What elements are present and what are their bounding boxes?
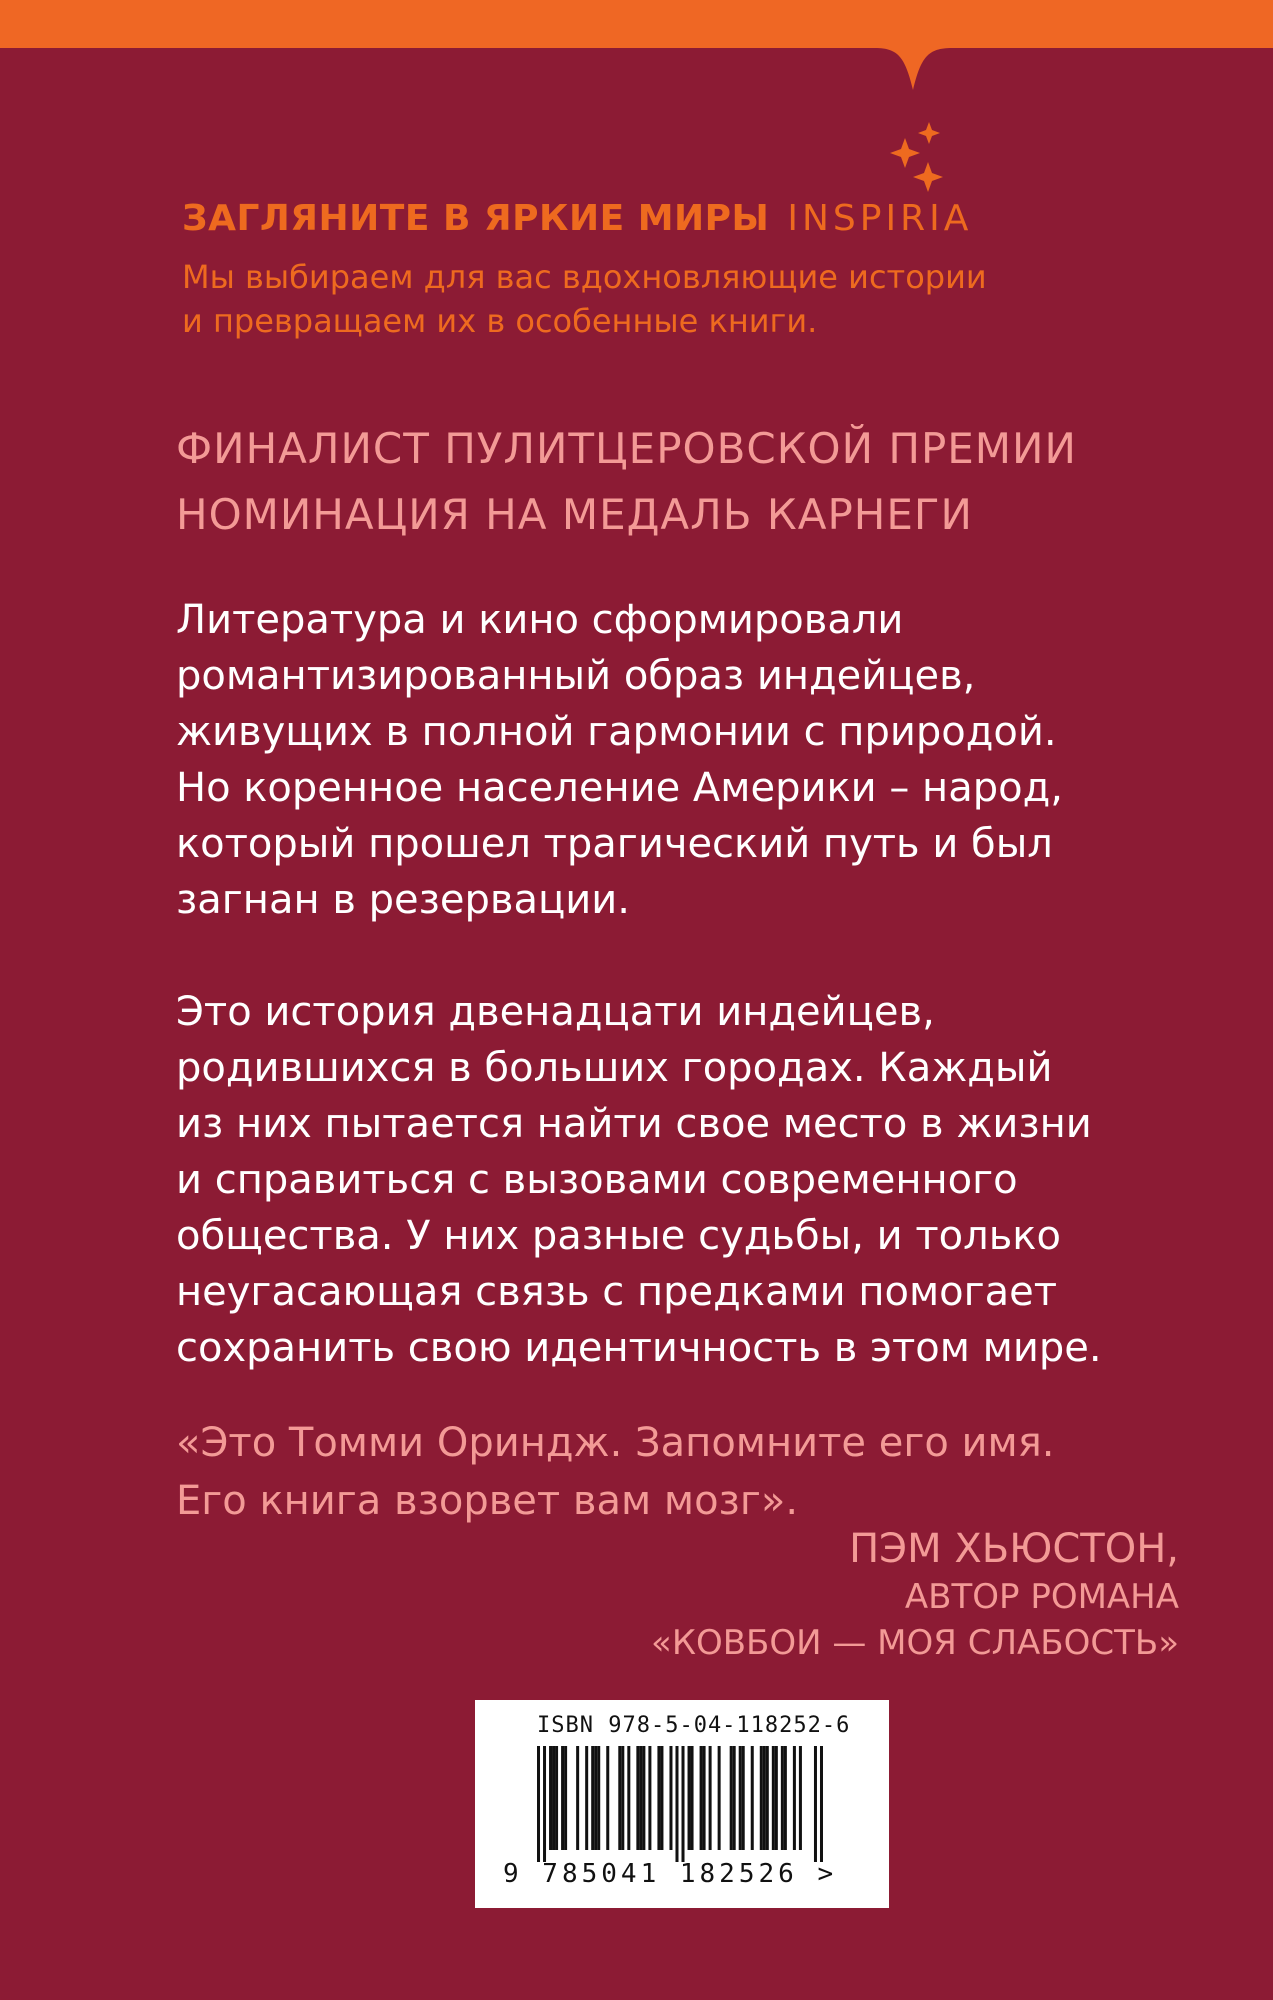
- barcode-bar: [552, 1746, 555, 1850]
- barcode-bar: [766, 1746, 769, 1850]
- barcode-bar: [691, 1746, 694, 1850]
- barcode-bar: [561, 1746, 564, 1850]
- description-line: который прошел трагический путь и был: [176, 821, 1053, 867]
- barcode-bar: [585, 1746, 588, 1850]
- barcode-bar: [657, 1746, 660, 1850]
- barcode-digits: 9 785041 182526 >: [503, 1859, 838, 1889]
- barcode-bar: [733, 1746, 736, 1850]
- description-line: романтизированный образ индейцев,: [176, 653, 976, 699]
- barcode-bar: [730, 1746, 733, 1850]
- quote-line-1: «Это Томми Ориндж. Запомните его имя.: [176, 1420, 1055, 1466]
- barcode-bars: [537, 1746, 823, 1862]
- barcode-bar: [772, 1746, 775, 1850]
- description-line: загнан в резервации.: [176, 877, 630, 923]
- barcode-bar: [549, 1746, 552, 1850]
- publisher-tagline: [182, 198, 1162, 343]
- tagline-copy-line-2: и превращаем их в особенные книги.: [182, 302, 818, 340]
- description-paragraph-1: [176, 592, 1216, 928]
- barcode-bar: [606, 1746, 609, 1850]
- barcode-bar: [682, 1746, 685, 1862]
- review-quote: [176, 1414, 1216, 1530]
- barcode-bar: [793, 1746, 796, 1850]
- barcode-bar: [576, 1746, 579, 1850]
- description-line: общества. У них разные судьбы, и только: [176, 1213, 1061, 1259]
- description-line: Литература и кино сформировали: [176, 597, 904, 643]
- quote-attribution: [419, 1524, 1179, 1666]
- quote-line-2: Его книга взорвет вам мозг».: [176, 1478, 799, 1524]
- book-awards: [176, 416, 1216, 548]
- barcode-bar: [669, 1746, 672, 1850]
- barcode-bar: [784, 1746, 787, 1850]
- publisher-brand-name: INSPIRIA: [787, 198, 973, 239]
- barcode-bar: [627, 1746, 630, 1850]
- barcode-bar: [700, 1746, 703, 1850]
- barcode-bar: [648, 1746, 651, 1850]
- top-orange-band: [0, 0, 1273, 96]
- description-line: из них пытается найти свое место в жизни: [176, 1101, 1092, 1147]
- description-line: и справиться с вызовами современного: [176, 1157, 1018, 1203]
- barcode-bar: [621, 1746, 624, 1850]
- sparkles-icon: [890, 120, 952, 192]
- description-line: Это история двенадцати индейцев,: [176, 989, 935, 1035]
- barcode-bar: [594, 1746, 597, 1850]
- award-line-1: ФИНАЛИСТ ПУЛИТЦЕРОВСКОЙ ПРЕМИИ: [176, 424, 1077, 473]
- barcode-bar: [591, 1746, 594, 1850]
- barcode-bar: [739, 1746, 742, 1850]
- barcode-bar: [781, 1746, 784, 1850]
- tagline-copy-line-1: Мы выбираем для вас вдохновляющие истории: [182, 258, 987, 296]
- barcode-bar: [543, 1746, 546, 1862]
- barcode-bar: [639, 1746, 642, 1850]
- tagline-heading: [182, 198, 1162, 239]
- attribution-role: АВТОР РОМАНА: [904, 1577, 1179, 1617]
- barcode-bar: [618, 1746, 621, 1850]
- barcode-bar: [763, 1746, 766, 1850]
- barcode-bar: [814, 1746, 817, 1862]
- barcode-bar: [564, 1746, 567, 1850]
- description-line: живущих в полной гармонии с природой.: [176, 709, 1057, 755]
- award-line-2: НОМИНАЦИЯ НА МЕДАЛЬ КАРНЕГИ: [176, 490, 973, 539]
- barcode-bar: [555, 1746, 558, 1850]
- barcode-bar: [660, 1746, 663, 1850]
- barcode-bar: [718, 1746, 721, 1850]
- barcode-bar: [597, 1746, 600, 1850]
- barcode-bar: [799, 1746, 802, 1850]
- description-line: родившихся в больших городах. Каждый: [176, 1045, 1053, 1091]
- tagline-copy: [182, 255, 1082, 343]
- isbn-label: ISBN 978-5-04-118252-6: [537, 1713, 851, 1738]
- barcode-bar: [688, 1746, 691, 1850]
- description-line: сохранить свою идентичность в этом мире.: [176, 1325, 1102, 1371]
- barcode-bar: [742, 1746, 745, 1850]
- description-line: неугасающая связь с предками помогает: [176, 1269, 1058, 1315]
- attribution-book-title: «КОВБОИ — МОЯ СЛАБОСТЬ»: [651, 1623, 1179, 1663]
- barcode-bar: [537, 1746, 540, 1862]
- barcode-bar: [709, 1746, 712, 1850]
- barcode-bar: [642, 1746, 645, 1850]
- book-description: [176, 592, 1216, 1376]
- barcode-bar: [751, 1746, 754, 1850]
- barcode-bar: [675, 1746, 678, 1862]
- tagline-strong-text: ЗАГЛЯНИТЕ В ЯРКИЕ МИРЫ: [182, 198, 770, 239]
- barcode-bar: [636, 1746, 639, 1850]
- attribution-name: ПЭМ ХЬЮСТОН,: [849, 1526, 1179, 1572]
- barcode-bar: [703, 1746, 706, 1850]
- isbn-barcode-panel: [475, 1700, 889, 1908]
- description-paragraph-2: [176, 984, 1216, 1376]
- description-line: Но коренное население Америки – народ,: [176, 765, 1063, 811]
- barcode-bar: [820, 1746, 823, 1862]
- barcode-bar: [760, 1746, 763, 1850]
- barcode-bar: [775, 1746, 778, 1850]
